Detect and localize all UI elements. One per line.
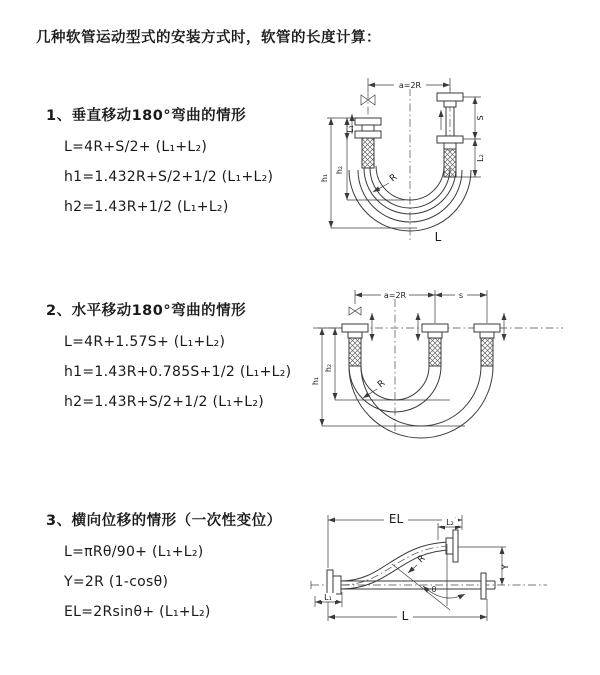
section-2-heading: 2、水平移动180°弯曲的情形 — [46, 303, 247, 319]
hose-braid — [362, 138, 374, 168]
dimension-l2 — [475, 139, 485, 177]
formula-line: L=4R+S/2+ (L₁+L₂) — [64, 139, 208, 155]
upper-flange — [446, 530, 458, 562]
valve-icon — [349, 307, 361, 315]
hose-bend — [349, 366, 493, 438]
construction-line — [392, 564, 450, 610]
diagram-horizontal-180-bend — [305, 283, 595, 453]
dimension-a2r — [368, 78, 450, 91]
right-flange — [481, 573, 495, 599]
dimension-l1 — [346, 118, 355, 140]
section-2 — [46, 299, 346, 417]
diagram-lateral-displacement — [305, 486, 597, 636]
dim-label-r: R — [388, 172, 400, 185]
length-callout — [430, 230, 446, 244]
dim-label-r: R — [376, 378, 388, 391]
dim-label-l2: L₂ — [476, 154, 485, 162]
dim-label-l: L — [434, 230, 442, 244]
dimension-l — [328, 599, 487, 623]
dimension-s — [435, 290, 487, 300]
formula-line: h2=1.43R+S/2+1/2 (L₁+L₂) — [64, 394, 265, 410]
dim-label-l: L — [401, 609, 409, 623]
formula-line: h1=1.43R+0.785S+1/2 (L₁+L₂) — [64, 364, 292, 380]
right-flange-top — [437, 93, 463, 107]
dim-label-s: S — [476, 115, 485, 121]
right-flange-lower — [437, 136, 463, 149]
formula-line: EL=2Rsinθ+ (L₁+L₂) — [64, 604, 211, 620]
section-1 — [46, 104, 346, 222]
dim-label-l1: L₁ — [346, 125, 355, 133]
dim-label-l1: L₁ — [324, 593, 332, 602]
dim-label-h1: h₁ — [311, 376, 320, 386]
dim-label-a2r: a=2R — [398, 81, 422, 90]
page-title: 几种软管运动型式的安装方式时，软管的长度计算： — [36, 30, 381, 46]
diagram-vertical-180-bend — [305, 62, 590, 262]
section-3-heading: 3、横向位移的情形（一次性变位） — [46, 513, 282, 529]
angle-callout — [423, 585, 465, 598]
formula-line: Y=2R (1-cosθ) — [64, 574, 169, 590]
dim-label-r: R — [416, 553, 428, 566]
dim-label-l2: L₂ — [446, 518, 454, 527]
dim-label-y: Y — [501, 564, 511, 570]
radius-callout — [363, 379, 387, 398]
formula-line: L=πRθ/90+ (L₁+L₂) — [64, 544, 204, 560]
angle-label: θ — [431, 585, 437, 594]
dim-label-a2r: a=2R — [383, 291, 407, 300]
hose-leg — [342, 324, 368, 366]
dim-label-s: s — [458, 291, 464, 300]
dim-label-h1: h₁ — [320, 173, 329, 183]
dim-label-h2: h₂ — [324, 363, 333, 373]
hose-leg — [474, 324, 500, 366]
formula-line: L=4R+1.57S+ (L₁+L₂) — [64, 334, 226, 350]
section-3 — [46, 509, 346, 627]
left-flange — [355, 118, 381, 138]
dim-label-el: EL — [388, 512, 404, 526]
hose-leg — [422, 324, 448, 366]
dim-label-h2: h₂ — [335, 165, 344, 175]
hose-displaced — [341, 542, 453, 589]
formula-line: h2=1.43R+1/2 (L₁+L₂) — [64, 199, 229, 215]
radius-callout — [408, 554, 427, 573]
formula-line: h1=1.432R+S/2+1/2 (L₁+L₂) — [64, 169, 274, 185]
section-1-heading: 1、垂直移动180°弯曲的情形 — [46, 108, 247, 124]
